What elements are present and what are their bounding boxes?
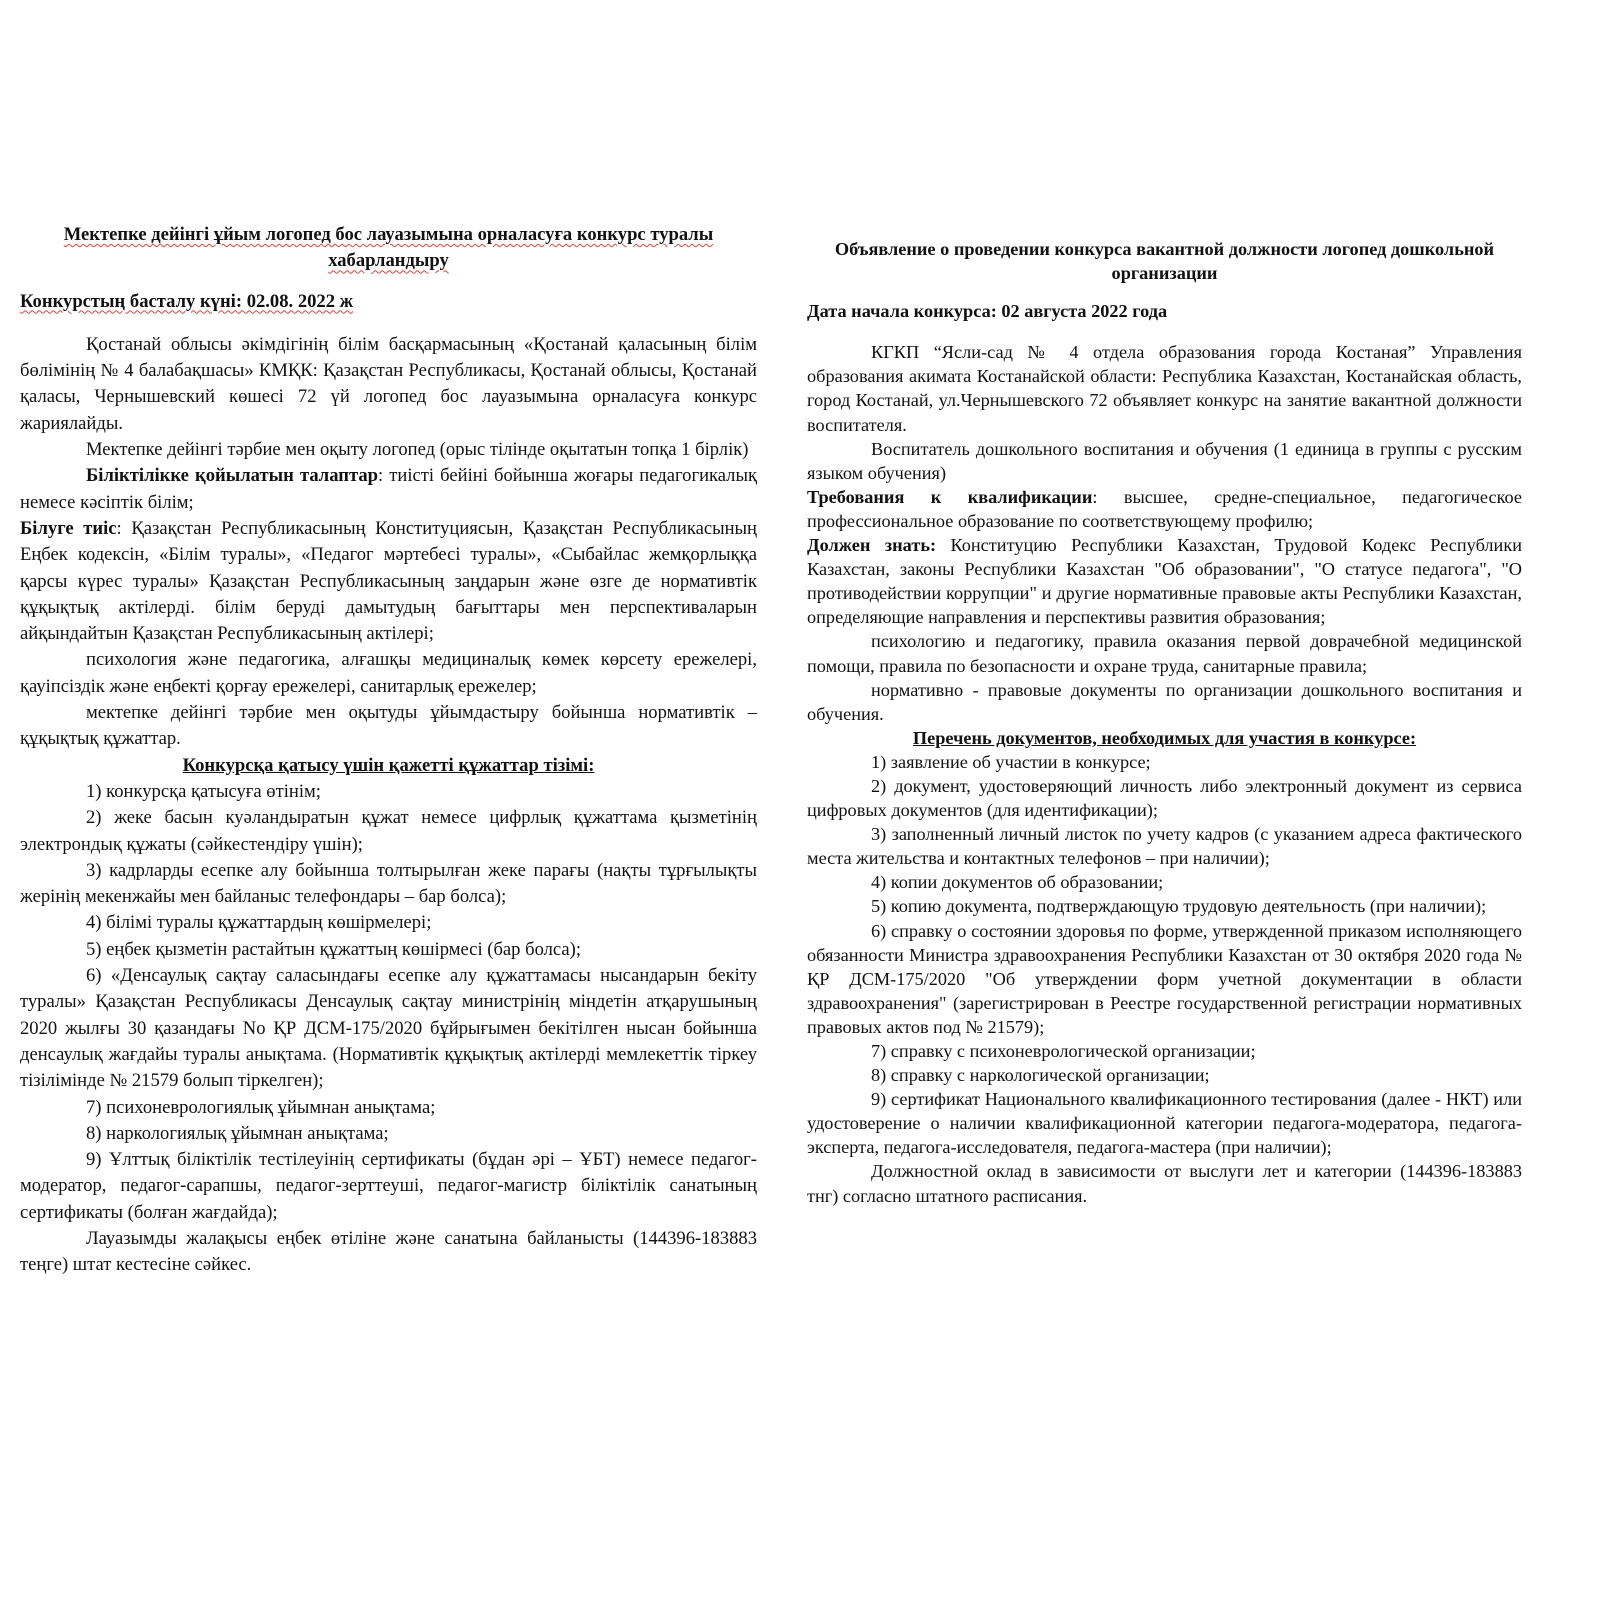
kazakh-qualification-label: Біліктілікке қойылатын талаптар xyxy=(86,465,378,487)
russian-intro: КГКП “Ясли-сад № 4 отдела образования города Костаная” Управления образования акимата Костанайской области: Республика Казахстан, Костанайская область, город Костанай, ул.Чернышевского 72 объявляет конкурс на занятие вакантной должности воспитателя. xyxy=(807,342,1522,435)
russian-list-item-3: 3) заполненный личный листок по учету кадров (с указанием адреса фактического места жительства и контактных телефонов – при наличии); xyxy=(807,824,1522,869)
kazakh-list-item-7: 7) психоневрологиялық ұйымнан анықтама; xyxy=(86,1096,436,1118)
russian-knowledge xyxy=(807,533,1522,629)
russian-list-item-8: 8) справку с наркологической организации; xyxy=(871,1065,1210,1086)
kazakh-knowledge-2: психология және педагогика, алғашқы медициналық көмек көрсету ережелері, қауіпсіздік және еңбекті қорғау ережелері, санитарлық ережелер; xyxy=(20,649,757,697)
russian-position: Воспитатель дошкольного воспитания и обучения (1 единица в группы с русским языком обучения) xyxy=(807,438,1522,483)
kazakh-list-item-5: 5) еңбек қызметін растайтын құжаттың көшірмесі (бар болса); xyxy=(86,938,581,960)
kazakh-list-item-8: 8) наркологиялық ұйымнан анықтама; xyxy=(86,1122,389,1144)
kazakh-column xyxy=(20,222,757,1279)
kazakh-intro: Қостанай облысы әкімдігінің білім басқармасының «Қостанай қаласының білім бөлімінің № 4 балабақшасы» КМҚК: Қазақстан Республикасы, Қостанай облысы, Қостанай қаласы, Чернышевский көшесі 72 үй логопед бос лауазымына орналасуға конкурс жариялайды. xyxy=(20,333,757,434)
kazakh-list-item-4: 4) білімі туралы құжаттардың көшірмелері; xyxy=(86,912,432,934)
russian-list-item-4: 4) копии документов об образовании; xyxy=(871,872,1164,893)
kazakh-list-item-2: 2) жеке басын куәландыратын құжат немесе цифрлық құжаттама қызметінің электрондық құжаты (сәйкестендіру үшін); xyxy=(20,807,757,855)
kazakh-knowledge xyxy=(20,516,757,647)
russian-qualification xyxy=(807,485,1522,533)
kazakh-list-item-6: 6) «Денсаулық сақтау саласындағы есепке алу құжаттамасы нысандарын бекіту туралы» Қазақстан Республикасы Денсаулық сақтау министрінің міндетін атқарушының 2020 жылғы 30 қазандағы No ҚР ДСМ-175/2020 бұйрығымен бекітілген нысан бойынша денсаулық жағдайы туралы анықтама. (Нормативтік құқықтық актілерді мемлекеттік тіркеу тізілімінде № 21579 болып тіркелген); xyxy=(20,965,757,1092)
russian-list-item-1: 1) заявление об участии в конкурсе; xyxy=(871,751,1151,772)
russian-qualification-text: : высшее, средне-специальное, педагогическое профессиональное образование по соответствующему профилю; xyxy=(807,486,1522,531)
kazakh-list-title: Конкурсқа қатысу үшін қажетті құжаттар тізімі: xyxy=(182,754,595,776)
kazakh-knowledge-text: : Қазақстан Республикасының Конституциясын, Қазақстан Республикасының Еңбек кодексін, «Білім туралы», «Педагог мәртебесі туралы», «Сыбайлас жемқорлыққа қарсы күрес туралы» Қазақстан Республикасының заңдарын және өзге де нормативтік құқықтық актілерді. білім беруді дамытудың бағыттары мен перспективаларын айқындайтын Қазақстан Республикасының актілері; xyxy=(20,517,757,645)
russian-list-item-6: 6) справку о состоянии здоровья по форме, утвержденной приказом исполняющего обязанности Министра здравоохранения Республики Казахстан от 30 октября 2020 года № ҚР ДСМ-175/2020 "Об утверждении форм учетной документации в области здравоохранения" (зарегистрирован в Реестре государственной регистрации нормативных правовых актов под № 21579); xyxy=(807,920,1522,1037)
kazakh-date-line: Конкурстың басталу күні: 02.08. 2022 ж xyxy=(20,290,354,312)
russian-knowledge-3: нормативно - правовые документы по организации дошкольного воспитания и обучения. xyxy=(807,679,1522,724)
kazakh-qualification-text: : тиісті бейіні бойынша жоғары педагогикалық немесе кәсіптік білім; xyxy=(20,465,757,513)
russian-list-item-5: 5) копию документа, подтверждающую трудовую деятельность (при наличии); xyxy=(871,896,1487,917)
kazakh-salary: Лауазымды жалақысы еңбек өтіліне және санатына байланысты (144396-183883 теңге) штат кестесіне сәйкес. xyxy=(20,1227,757,1276)
kazakh-title: Мектепке дейінгі ұйым логопед бос лауазымына орналасуға конкурс туралы хабарландыру xyxy=(63,224,714,272)
russian-list-item-7: 7) справку с психоневрологической организации; xyxy=(871,1041,1256,1061)
russian-list-title: Перечень документов, необходимых для участия в конкурсе: xyxy=(912,727,1417,748)
kazakh-list-item-3: 3) кадрларды есепке алу бойынша толтырылған жеке парағы (нақты тұрғылықты жерінің мекенжайы мен байланыс телефондары – бар болса); xyxy=(20,859,757,908)
kazakh-knowledge-3: мектепке дейінгі тәрбие мен оқытуды ұйымдастыру бойынша нормативтік – құқықтық құжаттар. xyxy=(20,702,757,750)
russian-qualification-label: Требования к квалификации xyxy=(807,486,1093,507)
russian-title: Объявление о проведении конкурса вакантной должности логопед дошкольной организации xyxy=(834,239,1495,284)
kazakh-qualification xyxy=(20,463,757,516)
kazakh-knowledge-label: Білуге тиіс xyxy=(20,517,117,539)
russian-list-item-9: 9) сертификат Национального квалификационного тестирования (далее - НКТ) или удостоверение о наличии квалификационной категории педагога-модератора, педагога-эксперта, педагога-исследователя, педагога-мастера (при наличии); xyxy=(807,1089,1522,1158)
russian-knowledge-text: Конституцию Республики Казахстан, Трудовой Кодекс Республики Казахстан, законы Республики Казахстан "Об образовании", "О статусе педагога", "О противодействии коррупции" и другие нормативные правовые акты Республики Казахстан, определяющие направления и перспективы развития образования; xyxy=(807,535,1522,628)
russian-knowledge-label: Должен знать: xyxy=(807,535,937,556)
russian-knowledge-2: психологию и педагогику, правила оказания первой доврачебной медицинской помощи, правила по безопасности и охране труда, санитарные правила; xyxy=(807,631,1522,676)
kazakh-list-item-1: 1) конкурсқа қатысуға өтінім; xyxy=(86,780,321,802)
kazakh-list-item-9: 9) Ұлттық біліктілік тестілеуінің сертификаты (бұдан әрі – ҰБТ) немесе педагог-модератор, педагог-сарапшы, педагог-зерттеуші, педагог-магистр біліктілік санатының сертификаты (болған жағдайда); xyxy=(20,1149,757,1223)
russian-salary: Должностной оклад в зависимости от выслуги лет и категории (144396-183883 тнг) согласно штатного расписания. xyxy=(807,1161,1522,1206)
kazakh-position: Мектепке дейінгі тәрбие мен оқыту логопед (орыс тілінде оқытатын топқа 1 бірлік) xyxy=(86,439,749,461)
russian-list-item-2: 2) документ, удостоверяющий личность либо электронный документ из сервиса цифровых документов (для идентификации); xyxy=(807,775,1522,821)
russian-column xyxy=(807,237,1522,1208)
russian-date-line: Дата начала конкурса: 02 августа 2022 года xyxy=(807,301,1168,322)
